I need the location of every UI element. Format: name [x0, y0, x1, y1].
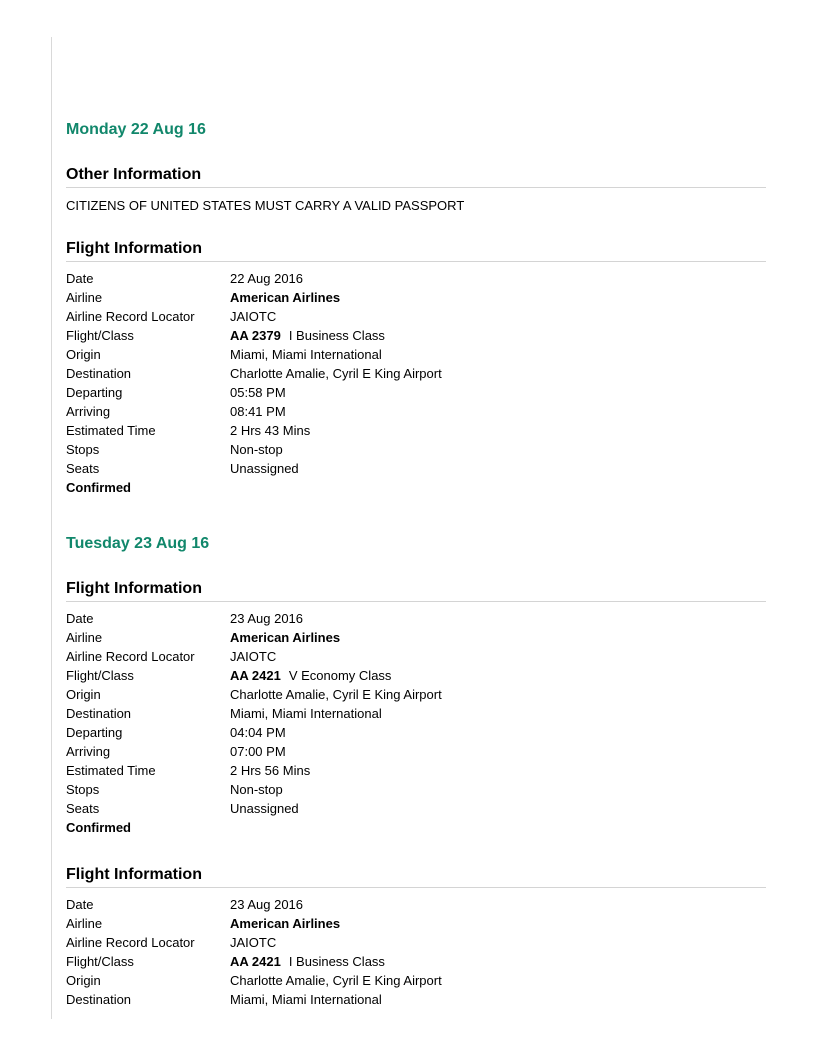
detail-label: Seats	[66, 461, 100, 476]
departure-time: 04:04 PM	[230, 725, 286, 740]
record-locator: JAIOTC	[230, 649, 277, 664]
detail-row-flight-class	[66, 666, 766, 685]
detail-label: Destination	[66, 366, 132, 381]
detail-row-origin	[66, 345, 766, 364]
detail-label: Date	[66, 897, 94, 912]
detail-label: Arriving	[66, 744, 111, 759]
detail-row-locator	[66, 933, 766, 952]
destination-airport: Miami, Miami International	[230, 992, 382, 1007]
section-title: Flight Information	[66, 240, 202, 257]
detail-row-stops	[66, 440, 766, 459]
flight-class-value	[230, 952, 766, 971]
detail-label: Airline Record Locator	[66, 309, 195, 324]
detail-row-airline	[66, 628, 766, 647]
record-locator: JAIOTC	[230, 935, 277, 950]
detail-row-airline	[66, 914, 766, 933]
detail-label: Airline	[66, 916, 103, 931]
seat-assignment: Unassigned	[230, 801, 299, 816]
flight-information-section	[66, 864, 766, 1009]
detail-row-departing	[66, 723, 766, 742]
day-heading: Tuesday 23 Aug 16	[66, 535, 210, 552]
cabin-class: V Economy Class	[288, 668, 392, 683]
detail-label: Flight/Class	[66, 954, 134, 969]
origin-airport: Charlotte Amalie, Cyril E King Airport	[230, 687, 442, 702]
flight-details	[66, 609, 766, 837]
day-section-tuesday	[66, 533, 766, 1009]
flight-number: AA 2421	[230, 668, 281, 683]
detail-label: Date	[66, 271, 94, 286]
detail-label: Arriving	[66, 404, 111, 419]
airline-name: American Airlines	[230, 630, 341, 645]
detail-row-date	[66, 895, 766, 914]
detail-label: Departing	[66, 385, 123, 400]
flight-date: 23 Aug 2016	[230, 897, 304, 912]
arrival-time: 08:41 PM	[230, 404, 286, 419]
detail-row-origin	[66, 971, 766, 990]
airline-name: American Airlines	[230, 290, 341, 305]
flight-date: 22 Aug 2016	[230, 271, 304, 286]
detail-label: Origin	[66, 973, 101, 988]
estimated-duration: 2 Hrs 56 Mins	[230, 763, 311, 778]
detail-label: Origin	[66, 687, 101, 702]
other-information-section	[66, 164, 766, 215]
detail-row-airline	[66, 288, 766, 307]
detail-label: Estimated Time	[66, 763, 156, 778]
detail-label: Origin	[66, 347, 101, 362]
flight-number: AA 2379	[230, 328, 281, 343]
page-margin-line	[51, 37, 52, 1019]
detail-row-locator	[66, 307, 766, 326]
section-divider	[66, 887, 766, 888]
detail-row-departing	[66, 383, 766, 402]
detail-row-arriving	[66, 742, 766, 761]
detail-row-origin	[66, 685, 766, 704]
detail-label: Destination	[66, 706, 132, 721]
detail-row-flight-class	[66, 326, 766, 345]
detail-label: Flight/Class	[66, 328, 134, 343]
origin-airport: Charlotte Amalie, Cyril E King Airport	[230, 973, 442, 988]
record-locator: JAIOTC	[230, 309, 277, 324]
flight-number: AA 2421	[230, 954, 281, 969]
day-section-monday	[66, 119, 766, 497]
detail-label: Airline Record Locator	[66, 649, 195, 664]
detail-row-seats	[66, 799, 766, 818]
seat-assignment: Unassigned	[230, 461, 299, 476]
booking-status: Confirmed	[66, 820, 131, 835]
section-divider	[66, 601, 766, 602]
detail-row-estimated-time	[66, 421, 766, 440]
flight-date: 23 Aug 2016	[230, 611, 304, 626]
destination-airport: Miami, Miami International	[230, 706, 382, 721]
detail-row-date	[66, 609, 766, 628]
detail-label: Airline	[66, 630, 103, 645]
detail-row-date	[66, 269, 766, 288]
flight-class-value	[230, 666, 766, 685]
detail-row-locator	[66, 647, 766, 666]
section-title: Flight Information	[66, 866, 202, 883]
detail-label: Destination	[66, 992, 132, 1007]
flight-details	[66, 269, 766, 497]
detail-row-arriving	[66, 402, 766, 421]
flight-details	[66, 895, 766, 1009]
flight-information-section	[66, 578, 766, 837]
flight-information-section	[66, 238, 766, 497]
estimated-duration: 2 Hrs 43 Mins	[230, 423, 311, 438]
section-divider	[66, 261, 766, 262]
day-heading: Monday 22 Aug 16	[66, 121, 206, 138]
section-divider	[66, 187, 766, 188]
detail-row-destination	[66, 990, 766, 1009]
detail-label: Flight/Class	[66, 668, 134, 683]
detail-label: Airline	[66, 290, 103, 305]
detail-label: Airline Record Locator	[66, 935, 195, 950]
detail-label: Stops	[66, 442, 100, 457]
destination-airport: Charlotte Amalie, Cyril E King Airport	[230, 366, 442, 381]
detail-row-seats	[66, 459, 766, 478]
arrival-time: 07:00 PM	[230, 744, 286, 759]
section-title: Flight Information	[66, 580, 202, 597]
detail-label: Departing	[66, 725, 123, 740]
section-title: Other Information	[66, 166, 202, 183]
detail-row-destination	[66, 364, 766, 383]
detail-label: Stops	[66, 782, 100, 797]
itinerary-content	[66, 119, 766, 1009]
flight-class-value	[230, 326, 766, 345]
cabin-class: I Business Class	[288, 954, 385, 969]
detail-row-destination	[66, 704, 766, 723]
detail-row-estimated-time	[66, 761, 766, 780]
detail-label: Estimated Time	[66, 423, 156, 438]
cabin-class: I Business Class	[288, 328, 385, 343]
detail-label: Seats	[66, 801, 100, 816]
passport-notice: CITIZENS OF UNITED STATES MUST CARRY A VALID PASSPORT	[66, 198, 465, 213]
origin-airport: Miami, Miami International	[230, 347, 382, 362]
detail-row-flight-class	[66, 952, 766, 971]
detail-row-stops	[66, 780, 766, 799]
booking-status: Confirmed	[66, 480, 131, 495]
stops-value: Non-stop	[230, 782, 283, 797]
departure-time: 05:58 PM	[230, 385, 286, 400]
stops-value: Non-stop	[230, 442, 283, 457]
airline-name: American Airlines	[230, 916, 341, 931]
detail-label: Date	[66, 611, 94, 626]
